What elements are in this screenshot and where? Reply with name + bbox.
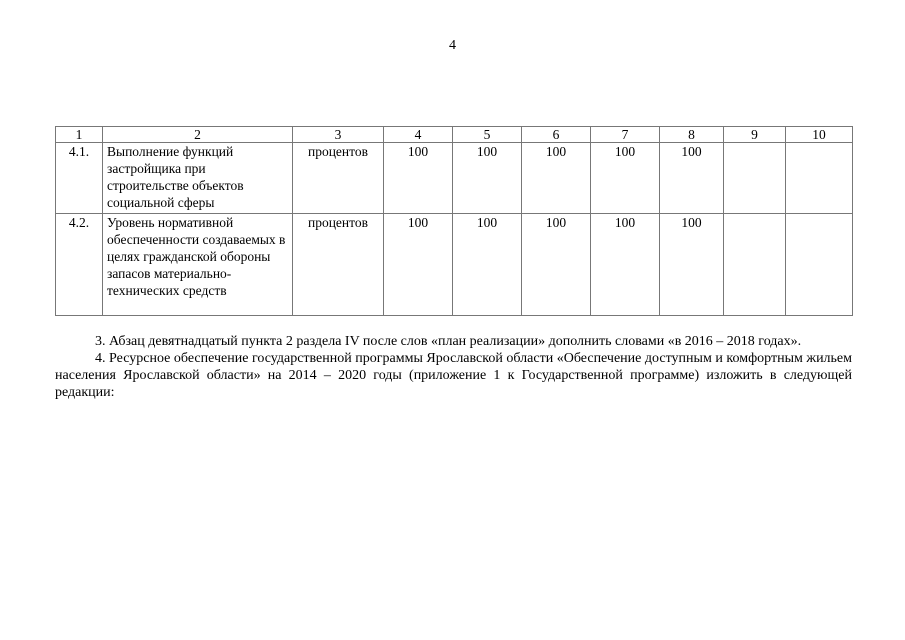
value-cell: [724, 143, 786, 214]
value-cell: 100: [384, 214, 453, 316]
table-row: [56, 143, 853, 214]
value-cell: 100: [384, 143, 453, 214]
page-number: 4: [449, 38, 456, 53]
unit-cell: процентов: [293, 214, 384, 316]
table-header-cell: 1: [56, 127, 103, 143]
value-cell: 100: [660, 214, 724, 316]
table-header-cell: 9: [724, 127, 786, 143]
value-cell: [786, 214, 853, 316]
value-cell: 100: [591, 143, 660, 214]
paragraph: 4. Ресурсное обеспечение государственной программы Ярославской области «Обеспечение доступным и комфортным жильем населения Ярославской области» на 2014 – 2020 годы (приложение 1 к Государственной программе) изложить в следующей редакции:: [55, 351, 852, 400]
indicator-name: Уровень нормативной обеспеченности создаваемых в целях гражданской обороны запасов материально-технических средств: [103, 214, 293, 316]
table-row: [56, 214, 853, 316]
document-body: [55, 333, 852, 401]
table-header-cell: 3: [293, 127, 384, 143]
table-header-cell: 7: [591, 127, 660, 143]
value-cell: [724, 214, 786, 316]
value-cell: 100: [660, 143, 724, 214]
indicator-name: Выполнение функций застройщика при строительстве объектов социальной сферы: [103, 143, 293, 214]
value-cell: 100: [522, 214, 591, 316]
table-header-cell: 5: [453, 127, 522, 143]
row-number: 4.2.: [56, 214, 103, 316]
table-header-cell: 8: [660, 127, 724, 143]
paragraph: 3. Абзац девятнадцатый пункта 2 раздела IV после слов «план реализации» дополнить словами «в 2016 – 2018 годах».: [95, 334, 802, 349]
table-header-cell: 4: [384, 127, 453, 143]
table-header-row: [56, 127, 853, 143]
table-header-cell: 6: [522, 127, 591, 143]
value-cell: 100: [591, 214, 660, 316]
row-number: 4.1.: [56, 143, 103, 214]
value-cell: [786, 143, 853, 214]
unit-cell: процентов: [293, 143, 384, 214]
table-header-cell: 10: [786, 127, 853, 143]
value-cell: 100: [453, 214, 522, 316]
value-cell: 100: [453, 143, 522, 214]
indicators-table: [55, 126, 853, 316]
table-header-cell: 2: [103, 127, 293, 143]
value-cell: 100: [522, 143, 591, 214]
